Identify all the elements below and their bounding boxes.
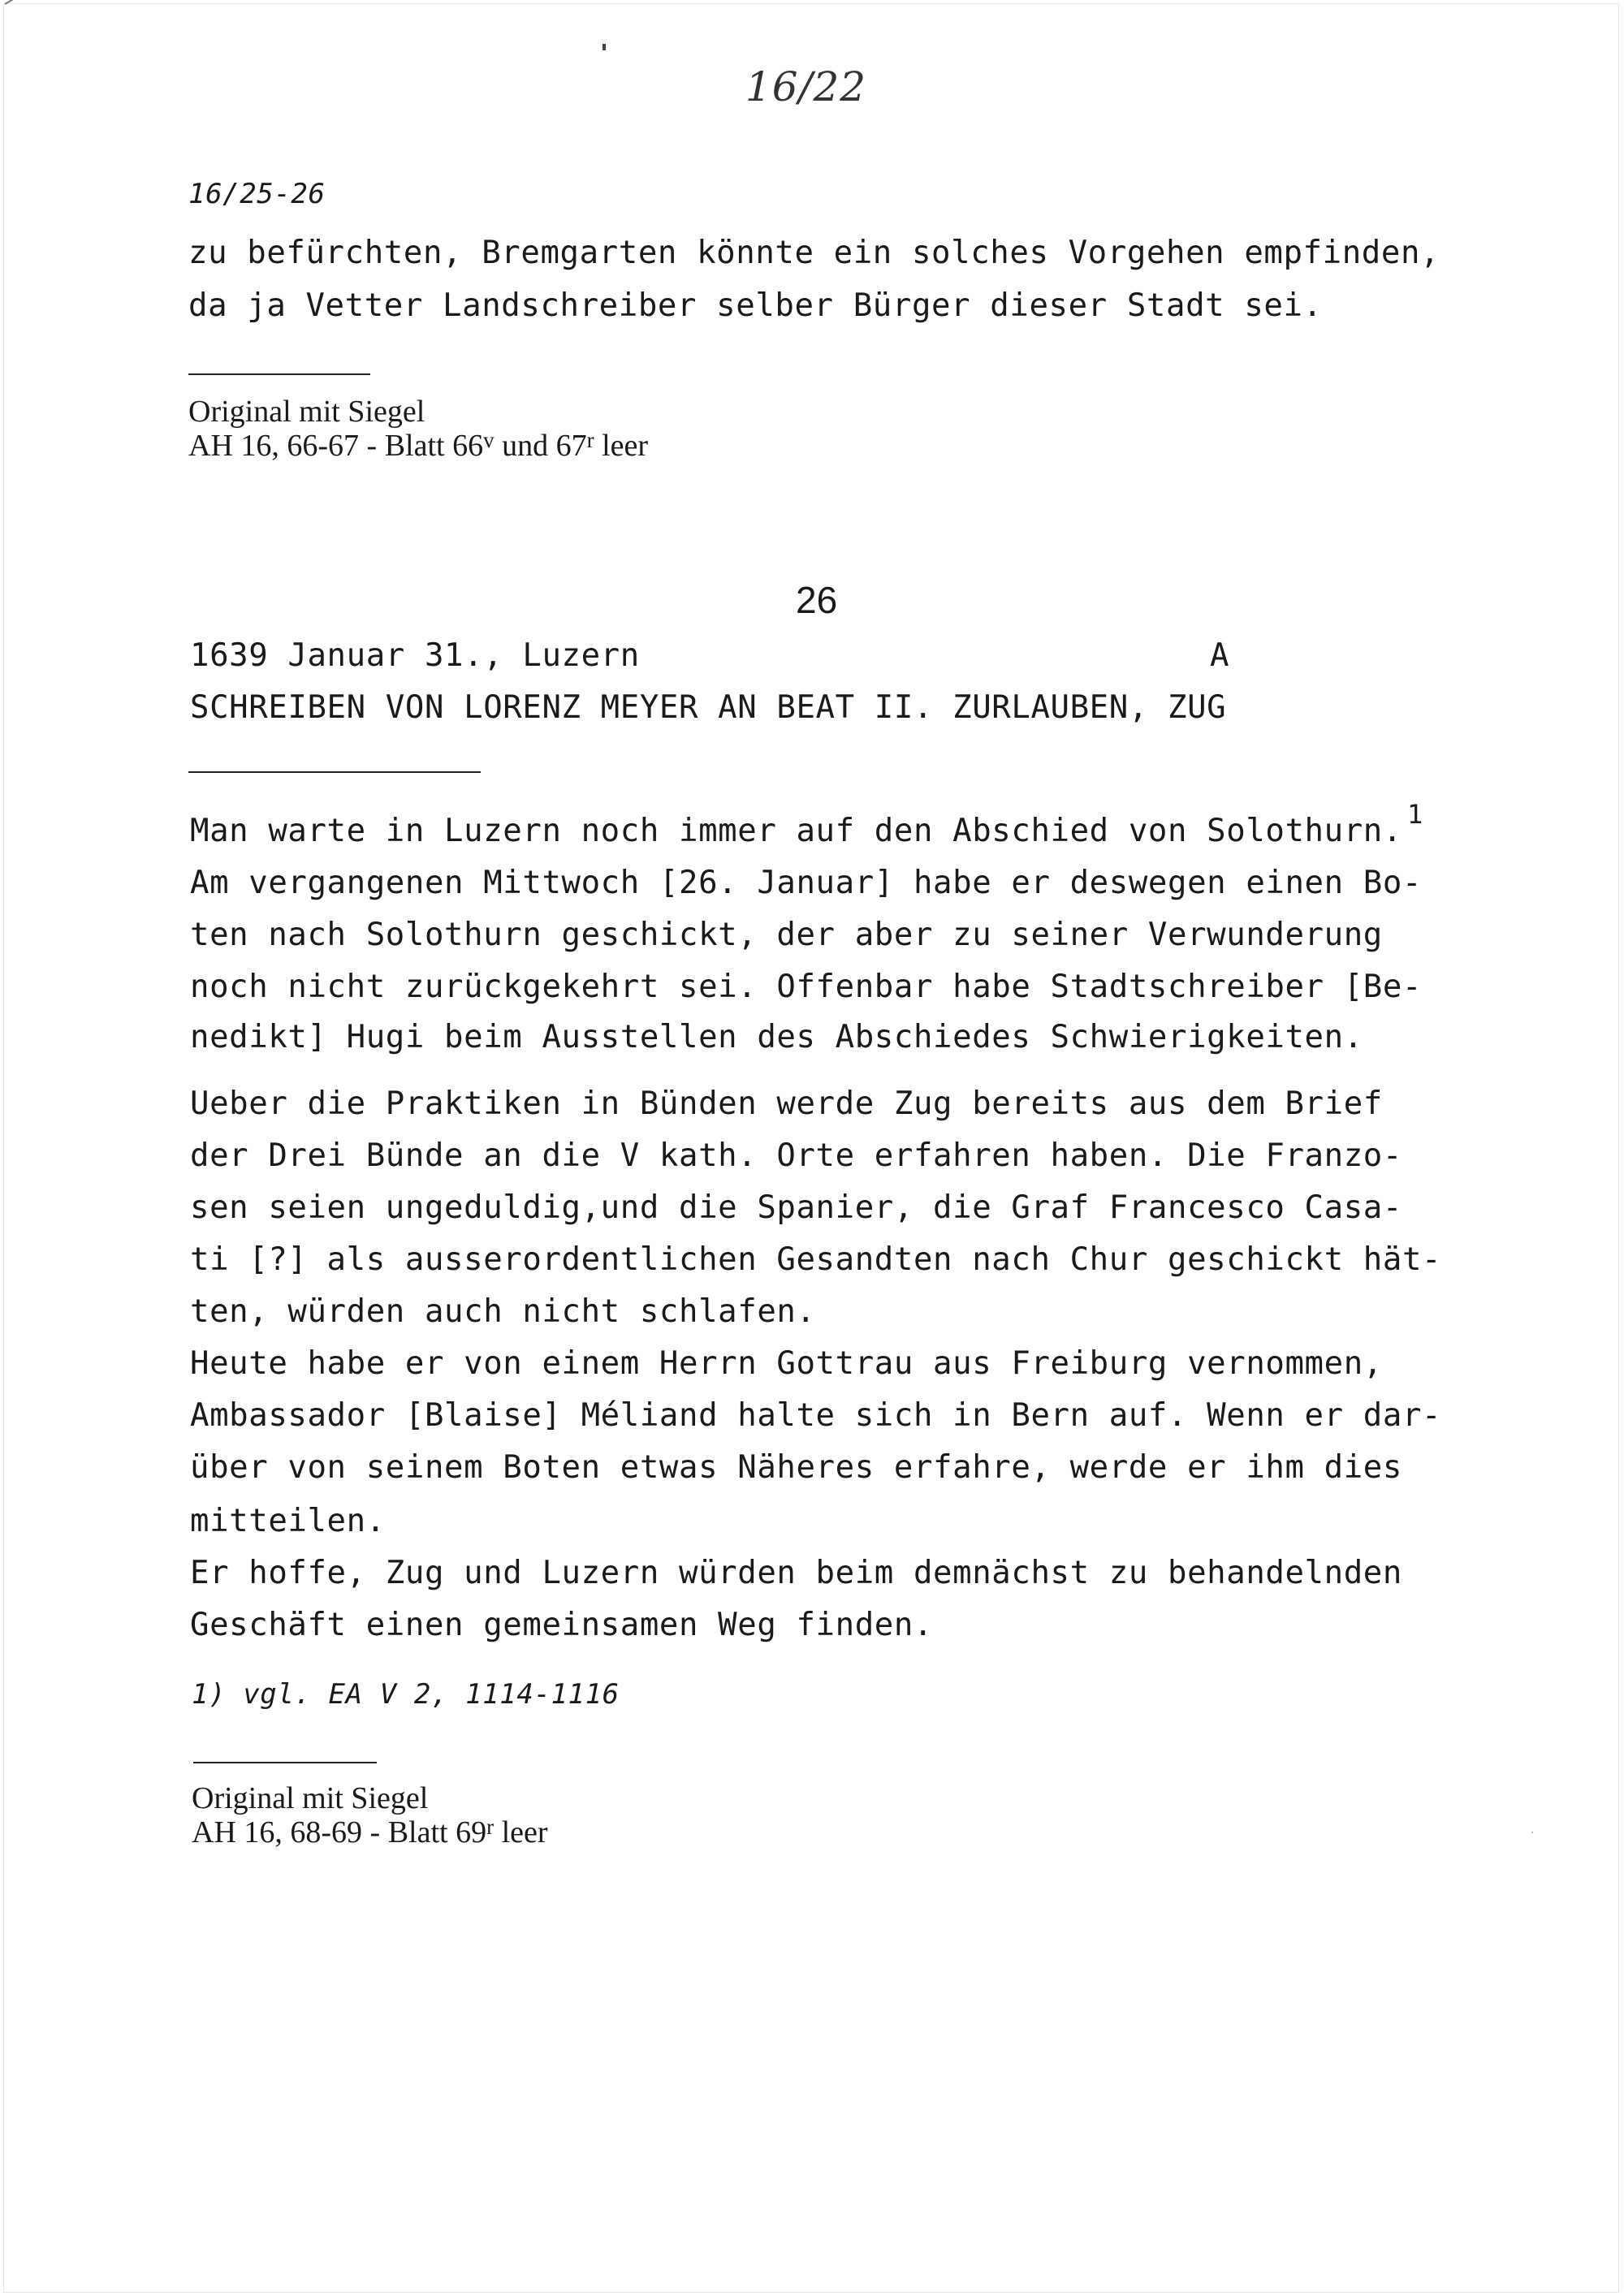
body-line: über von seinem Boten etwas Näheres erfahre, werde er ihm dies xyxy=(190,1449,1402,1486)
pencil-mark xyxy=(603,44,606,50)
body-line: nedikt] Hugi beim Ausstellen des Abschiedes Schwierigkeiten. xyxy=(190,1019,1363,1055)
source-original: Original mit Siegel xyxy=(192,1781,429,1815)
body-line: ten, würden auch nicht schlafen. xyxy=(190,1293,816,1330)
separator-rule xyxy=(188,771,481,773)
body-line: Ueber die Praktiken in Bünden werde Zug bereits aus dem Brief xyxy=(190,1085,1383,1122)
body-line: sen seien ungeduldig,und die Spanier, die Graf Francesco Casa- xyxy=(190,1189,1402,1226)
body-line: noch nicht zurückgekehrt sei. Offenbar habe Stadtschreiber [Be- xyxy=(190,969,1423,1005)
footnote-marker: 1 xyxy=(1406,799,1423,830)
body-line: Er hoffe, Zug und Luzern würden beim demnächst zu behandelnden xyxy=(190,1555,1402,1591)
scan-speck xyxy=(1531,1832,1533,1833)
archive-ref: AH 16, 68-69 - Blatt 69 xyxy=(192,1815,487,1849)
body-line: Heute habe er von einem Herrn Gottrau aus Freiburg vernommen, xyxy=(190,1345,1383,1382)
separator-rule xyxy=(188,373,370,375)
source-archive xyxy=(192,1817,548,1848)
body-first-line-text: Man warte in Luzern noch immer auf den Abschied von Solothurn. xyxy=(190,813,1402,849)
body-line: Am vergangenen Mittwoch [26. Januar] habe er deswegen einen Bo- xyxy=(190,865,1423,901)
prev-archive-sup-r: r xyxy=(586,428,594,452)
archive-post: leer xyxy=(494,1815,548,1849)
body-first-line xyxy=(190,799,1423,849)
separator-rule xyxy=(193,1762,377,1763)
document-letter: A xyxy=(1210,637,1230,674)
body-line: Geschäft einen gemeinsamen Weg finden. xyxy=(190,1607,934,1643)
prev-text-line: zu befürchten, Bremgarten könnte ein solches Vorgehen empfinden, xyxy=(188,235,1440,271)
body-line: ten nach Solothurn geschickt, der aber zu seiner Verwunderung xyxy=(190,917,1383,953)
body-line: der Drei Bünde an die V kath. Orte erfahren haben. Die Franzo- xyxy=(190,1137,1402,1174)
prev-archive-sup-v: v xyxy=(483,428,495,452)
footnote: 1) vgl. EA V 2, 1114-1116 xyxy=(192,1678,620,1711)
archive-sup-r: r xyxy=(486,1815,495,1839)
prev-archive-mid: und 67 xyxy=(494,429,587,463)
prev-text-line: da ja Vetter Landschreiber selber Bürger dieser Stadt sei. xyxy=(188,287,1323,324)
prev-archive-post: leer xyxy=(594,429,649,463)
body-line: mitteilen. xyxy=(190,1503,386,1539)
prev-source-original: Original mit Siegel xyxy=(188,395,425,429)
prev-source-archive xyxy=(188,430,648,461)
document-number: 26 xyxy=(796,579,838,621)
page-number: 16/22 xyxy=(745,63,867,110)
document-heading: SCHREIBEN VON LORENZ MEYER AN BEAT II. ZURLAUBEN, ZUG xyxy=(190,689,1227,726)
prev-reference: 16/25-26 xyxy=(188,178,326,210)
document-date-place: 1639 Januar 31., Luzern xyxy=(190,637,640,674)
body-line: ti [?] als ausserordentlichen Gesandten nach Chur geschickt hät- xyxy=(190,1241,1442,1278)
body-line: Ambassador [Blaise] Méliand halte sich in Bern auf. Wenn er dar- xyxy=(190,1397,1442,1434)
prev-archive-ref: AH 16, 66-67 - Blatt 66 xyxy=(188,429,484,463)
